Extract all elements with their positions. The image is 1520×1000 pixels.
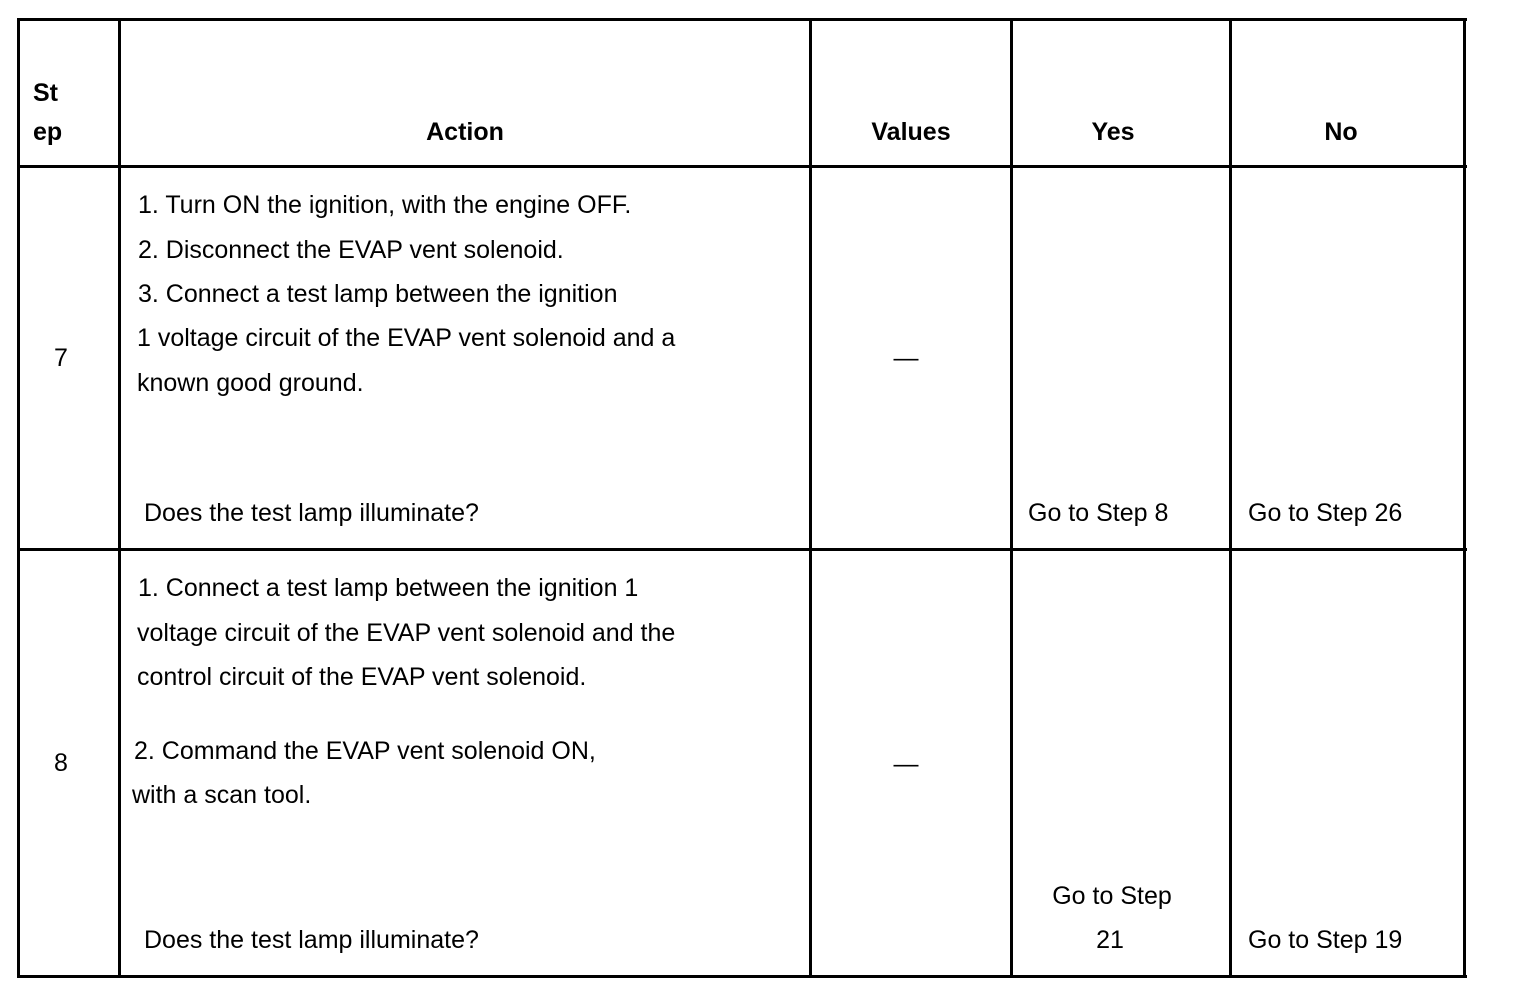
values-cell: — — [893, 344, 919, 372]
header-no: No — [1324, 118, 1358, 146]
step-number: 7 — [54, 344, 68, 372]
header-divider — [17, 165, 1467, 168]
yes-cell: Go to Step 8 — [1028, 499, 1169, 527]
action-line: 1. Connect a test lamp between the ignition 1 — [138, 574, 639, 602]
action-question: Does the test lamp illuminate? — [144, 499, 479, 527]
header-step-line1: St — [33, 79, 58, 107]
header-values: Values — [871, 118, 951, 146]
step-number: 8 — [54, 749, 68, 777]
column-divider-yes — [1229, 18, 1232, 978]
header-step-line2: ep — [33, 118, 63, 146]
no-cell: Go to Step 26 — [1248, 499, 1403, 527]
table-border-top — [17, 18, 1467, 21]
action-line: 2. Disconnect the EVAP vent solenoid. — [138, 236, 564, 264]
column-divider-step — [118, 18, 121, 978]
action-line: known good ground. — [137, 369, 364, 397]
action-line: 3. Connect a test lamp between the ignition — [138, 280, 618, 308]
row-divider — [17, 548, 1467, 551]
column-divider-values — [1010, 18, 1013, 978]
action-line: voltage circuit of the EVAP vent solenoid and the — [137, 619, 676, 647]
values-cell: — — [893, 750, 919, 778]
header-yes: Yes — [1091, 118, 1135, 146]
table-border-right — [1463, 18, 1466, 978]
action-line: control circuit of the EVAP vent solenoid. — [137, 663, 587, 691]
no-cell: Go to Step 19 — [1248, 926, 1403, 954]
action-line: 1 voltage circuit of the EVAP vent solenoid and a — [137, 324, 676, 352]
table-border-left — [17, 18, 20, 978]
yes-cell-line1: Go to Step — [1052, 882, 1172, 910]
action-line: with a scan tool. — [132, 781, 312, 809]
column-divider-action — [809, 18, 812, 978]
action-line: 2. Command the EVAP vent solenoid ON, — [134, 737, 596, 765]
action-question: Does the test lamp illuminate? — [144, 926, 479, 954]
header-action: Action — [426, 118, 504, 146]
yes-cell-line2: 21 — [1096, 926, 1124, 954]
table-border-bottom — [17, 975, 1467, 978]
action-line: 1. Turn ON the ignition, with the engine OFF. — [138, 191, 632, 219]
